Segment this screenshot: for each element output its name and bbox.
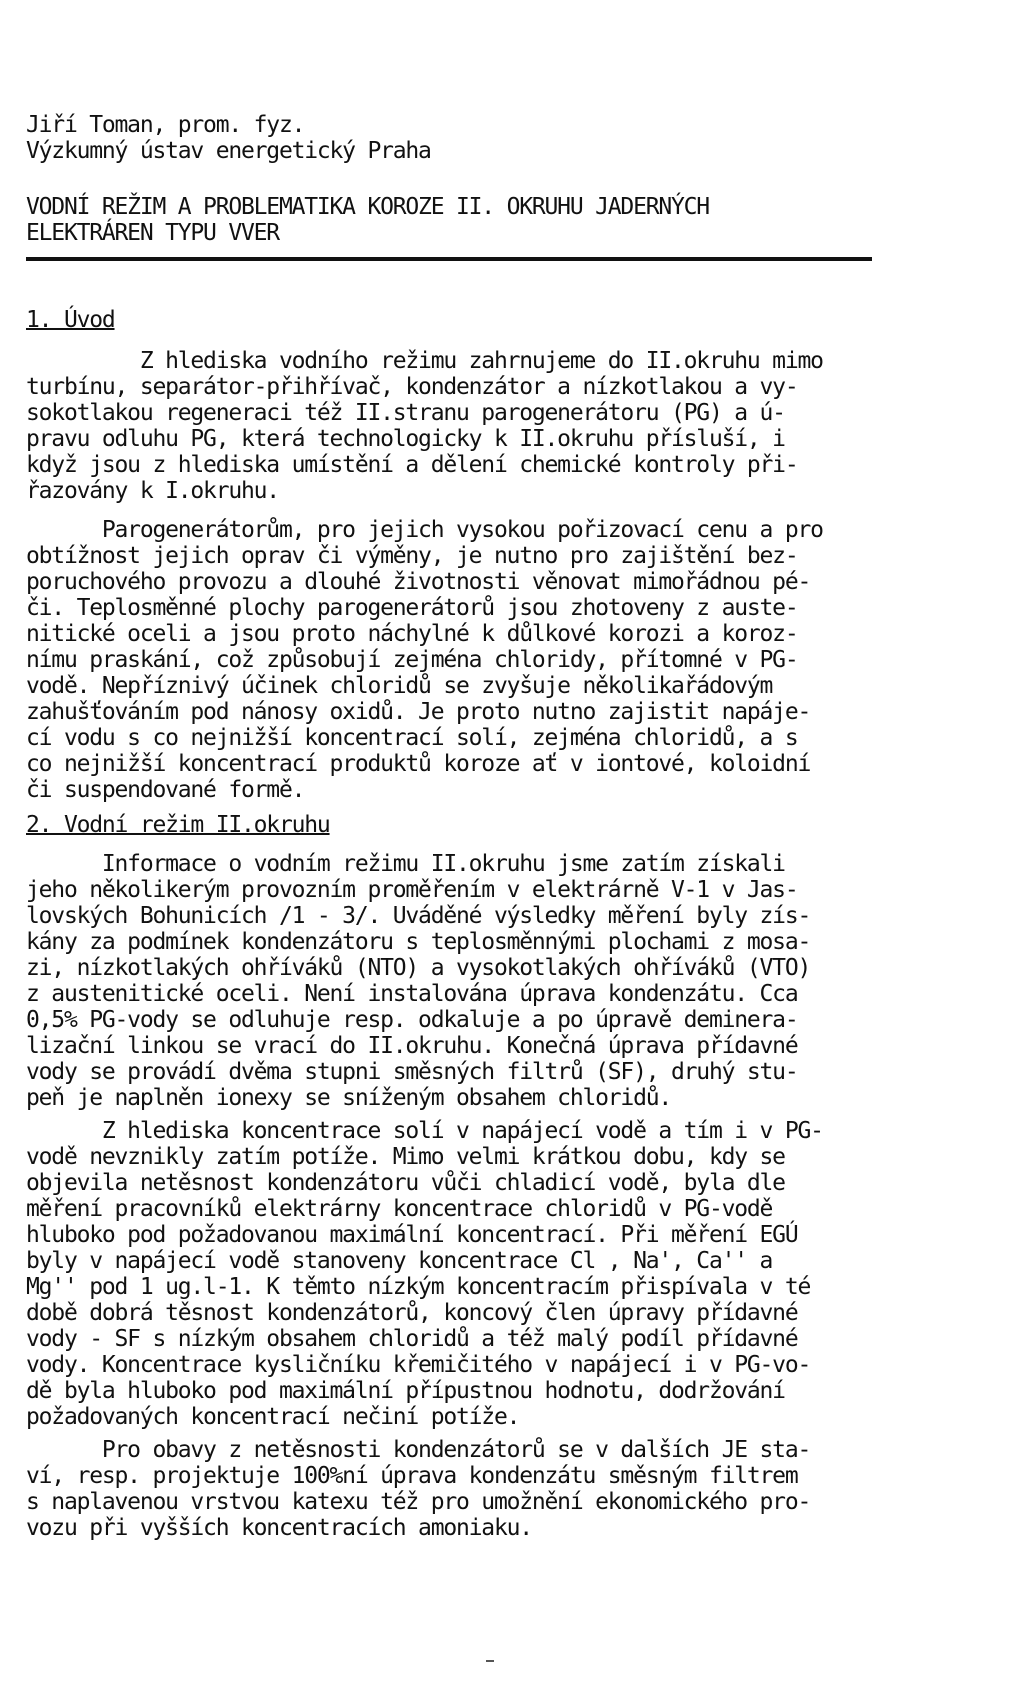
section-1-heading: 1. Úvod xyxy=(26,307,115,333)
title-rule xyxy=(26,257,872,261)
page-mark xyxy=(486,1660,494,1662)
section-2-paragraph-1: Informace o vodním režimu II.okruhu jsme zatím získali jeho několikerým provozním proměřením v elektrárně V-1 v Jas- lovských Bohunicích /1 - 3/. Uváděné výsledky měření byly zís- kány za podmínek kondenzátoru s teplosměnnými plochami z mosa- zi, nízkotlakých ohříváků (NTO) a vysokotlakých ohříváků (VTO) z austenitické oceli. Není instalována úprava kondenzátu. Cca 0,5% PG-vody se odluhuje resp. odkaluje a po úpravě deminera- lizační linkou se vrací do II.okruhu. Konečná úprava přídavné vody se provádí dvěma stupni směsných filtrů (SF), druhý stu- peň je naplněn ionexy se sníženým obsahem chloridů. xyxy=(26,851,811,1111)
section-2-paragraph-2: Z hlediska koncentrace solí v napájecí vodě a tím i v PG- vodě nevznikly zatím potíže. Mimo velmi krátkou dobu, kdy se objevila netěsnost kondenzátoru vůči chladicí vodě, byla dle měření pracovníků elektrárny koncentrace chloridů v PG-vodě hluboko pod požadovanou maximální koncentrací. Při měření EGÚ byly v napájecí vodě stanoveny koncentrace Cl , Na', Ca'' a Mg'' pod 1 ug.l-1. K těmto nízkým koncentracím přispívala v té době dobrá těsnost kondenzátorů, koncový člen úpravy přídavné vody - SF s nízkým obsahem chloridů a též malý podíl přídavné vody. Koncentrace kysličníku křemičitého v napájecí i v PG-vo- dě byla hluboko pod maximální přípustnou hodnotu, dodržování požadovaných koncentrací nečiní potíže. xyxy=(26,1118,823,1430)
section-1-paragraph-2: Parogenerátorům, pro jejich vysokou pořizovací cenu a pro obtížnost jejich oprav či výměny, je nutno pro zajištění bez- poruchového provozu a dlouhé životnosti věnovat mimořádnou pé- či. Teplosměnné plochy parogenerátorů jsou zhotoveny z auste- nitické oceli a jsou proto náchylné k důlkové korozi a koroz- nímu praskání, což způsobují zejména chloridy, přítomné v PG- vodě. Nepříznivý účinek chloridů se zvyšuje několikařádovým zahušťováním pod nánosy oxidů. Je proto nutno zajistit napáje- cí vodu s co nejnižší koncentrací solí, zejména chloridů, a s co nejnižší koncentrací produktů koroze ať v iontové, koloidní či suspendované formě. xyxy=(26,517,823,803)
author-block: Jiří Toman, prom. fyz. Výzkumný ústav energetický Praha xyxy=(26,112,431,164)
document-title: VODNÍ REŽIM A PROBLEMATIKA KOROZE II. OKRUHU JADERNÝCH ELEKTRÁREN TYPU VVER xyxy=(26,194,709,246)
section-2-heading: 2. Vodní režim II.okruhu xyxy=(26,812,330,838)
section-1-paragraph-1: Z hlediska vodního režimu zahrnujeme do II.okruhu mimo turbínu, separátor-přihřívač, kondenzátor a nízkotlakou a vy- sokotlakou regeneraci též II.stranu parogenerátoru (PG) a ú- pravu odluhu PG, která technologicky k II.okruhu přísluší, i když jsou z hlediska umístění a dělení chemické kontroly při- řazovány k I.okruhu. xyxy=(26,348,823,504)
section-2-paragraph-3: Pro obavy z netěsnosti kondenzátorů se v dalších JE sta- ví, resp. projektuje 100%ní úprava kondenzátu směsným filtrem s naplavenou vrstvou katexu též pro umožnění ekonomického pro- vozu při vyšších koncentracích amoniaku. xyxy=(26,1437,811,1541)
